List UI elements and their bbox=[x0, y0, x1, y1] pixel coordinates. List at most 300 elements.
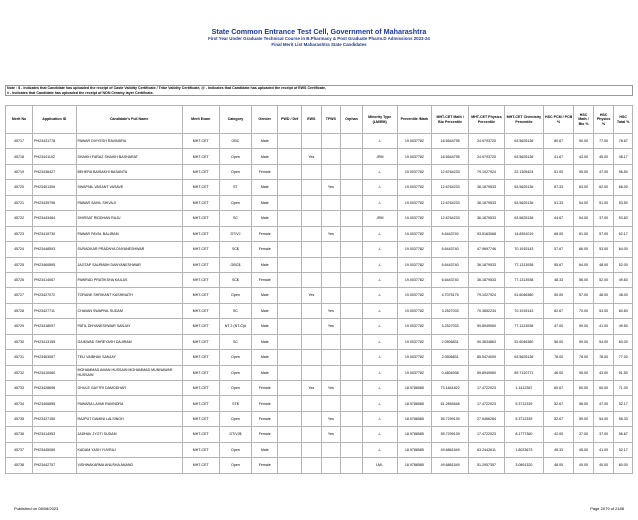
table-cell: 37.00 bbox=[574, 427, 594, 442]
table-cell: 19.0037782 bbox=[397, 288, 432, 303]
table-cell bbox=[278, 149, 302, 164]
table-cell: 3.0891320 bbox=[504, 458, 543, 473]
table-cell: 79.1027924 bbox=[469, 164, 505, 179]
column-header: Merit Exam bbox=[182, 106, 219, 134]
table-cell: 45736 bbox=[6, 427, 33, 442]
table-cell: 36.1879533 bbox=[469, 257, 505, 272]
table-cell: 83.00 bbox=[574, 180, 594, 195]
table-cell: 19.0037782 bbox=[397, 334, 432, 349]
table-cell: 54.00 bbox=[593, 334, 614, 349]
table-cell: 56.00 bbox=[574, 272, 594, 287]
table-cell: 45726 bbox=[6, 272, 33, 287]
table-cell: 45733 bbox=[6, 381, 33, 396]
table-cell: PH23439796 bbox=[33, 195, 76, 210]
table-cell: 51.33 bbox=[543, 195, 573, 210]
table-cell: Open bbox=[219, 411, 252, 426]
table-cell: 70.1915143 bbox=[504, 303, 543, 318]
table-cell: 78.00 bbox=[574, 350, 594, 365]
column-header: HSC Physics % bbox=[593, 106, 614, 134]
table-cell: 61.2894548 bbox=[432, 396, 469, 411]
table-cell: 52.00 bbox=[614, 257, 633, 272]
table-cell bbox=[302, 226, 322, 241]
table-cell: 70.1915143 bbox=[504, 242, 543, 257]
table-cell: 78.67 bbox=[614, 134, 633, 149]
table-cell: DT/VJ bbox=[219, 226, 252, 241]
table-cell bbox=[302, 411, 322, 426]
column-header: MHT-CET Physics Percentile bbox=[469, 106, 505, 134]
table-cell: 64.00 bbox=[574, 257, 594, 272]
table-row bbox=[6, 365, 633, 380]
table-cell: 46.00 bbox=[543, 365, 573, 380]
table-row bbox=[6, 458, 633, 473]
table-cell: MHT-CET bbox=[182, 242, 219, 257]
table-cell: 51.2957357 bbox=[469, 458, 505, 473]
table-cell: 53.50 bbox=[614, 195, 633, 210]
table-cell: 57.00 bbox=[593, 226, 614, 241]
table-cell: 27.5466284 bbox=[469, 411, 505, 426]
table-cell: 51.6046380 bbox=[504, 334, 543, 349]
table-cell: SC$ bbox=[219, 272, 252, 287]
table-cell: -/RM bbox=[362, 211, 397, 226]
table-row bbox=[6, 242, 633, 257]
page-title: State Common Entrance Test Cell, Government of Maharashtra bbox=[211, 27, 427, 36]
table-cell bbox=[278, 334, 302, 349]
table-row bbox=[6, 272, 633, 287]
table-cell: MHT-CET bbox=[182, 195, 219, 210]
table-cell: MHT-CET bbox=[182, 458, 219, 473]
table-cell bbox=[321, 242, 341, 257]
table-cell: 45.33 bbox=[543, 442, 573, 457]
page-header bbox=[0, 27, 638, 48]
table-cell: Male bbox=[252, 303, 278, 318]
table-cell: 45728 bbox=[6, 303, 33, 318]
table-cell bbox=[341, 350, 363, 365]
table-cell: MHT-CET bbox=[182, 381, 219, 396]
table-cell: 19.0037782 bbox=[397, 195, 432, 210]
table-cell bbox=[341, 226, 363, 241]
table-cell: 59.00 bbox=[574, 334, 594, 349]
table-cell bbox=[278, 381, 302, 396]
table-cell: KADAM YASH YUVRAJ bbox=[76, 442, 182, 457]
table-cell bbox=[321, 350, 341, 365]
table-cell: 24.9793720 bbox=[469, 149, 505, 164]
table-cell: PH23443484 bbox=[33, 211, 76, 226]
table-cell: PH23413155 bbox=[33, 334, 76, 349]
table-cell: Open bbox=[219, 350, 252, 365]
table-cell: 53.00 bbox=[593, 303, 614, 318]
table-cell: Open bbox=[219, 195, 252, 210]
table-cell: 81.00 bbox=[574, 226, 594, 241]
table-cell: 49.6861549 bbox=[432, 458, 469, 473]
table-cell: 73.1841822 bbox=[432, 381, 469, 396]
table-cell: 42.00 bbox=[543, 427, 573, 442]
table-cell: PH23414953 bbox=[33, 427, 76, 442]
table-cell bbox=[278, 195, 302, 210]
table-cell: Female bbox=[252, 396, 278, 411]
table-cell: 41.67 bbox=[543, 149, 573, 164]
table-cell: 6.6443740 bbox=[432, 242, 469, 257]
table-cell: Open bbox=[219, 288, 252, 303]
table-row bbox=[6, 164, 633, 179]
table-cell: PAWAR SAHIL SHIVAJI bbox=[76, 195, 182, 210]
table-cell: 2.0506831 bbox=[432, 334, 469, 349]
table-cell bbox=[278, 319, 302, 334]
table-cell: 63.5625136 bbox=[504, 149, 543, 164]
table-cell: 6.6443740 bbox=[432, 257, 469, 272]
table-cell: Male bbox=[252, 288, 278, 303]
table-cell: 63.5625136 bbox=[504, 195, 543, 210]
table-cell: -/RM bbox=[362, 149, 397, 164]
table-cell: 78.00 bbox=[543, 350, 573, 365]
table-cell: Male bbox=[252, 211, 278, 226]
table-cell: 90.00 bbox=[574, 134, 594, 149]
table-cell: 19.0037782 bbox=[397, 365, 432, 380]
table-cell: -/- bbox=[362, 427, 397, 442]
table-cell bbox=[321, 195, 341, 210]
table-cell: DT/VJ$ bbox=[219, 427, 252, 442]
table-cell: 19.0037782 bbox=[397, 272, 432, 287]
table-cell bbox=[278, 211, 302, 226]
table-cell: PH23463087 bbox=[33, 350, 76, 365]
table-cell: 4.7075175 bbox=[432, 288, 469, 303]
table-cell: -/- bbox=[362, 381, 397, 396]
table-cell bbox=[278, 411, 302, 426]
table-cell: Yes bbox=[321, 303, 341, 318]
table-cell: MHT-CET bbox=[182, 164, 219, 179]
table-cell: 52.67 bbox=[543, 396, 573, 411]
table-cell: 93.5163068 bbox=[469, 226, 505, 241]
table-cell: 45735 bbox=[6, 411, 33, 426]
table-cell: PH23427150 bbox=[33, 411, 76, 426]
table-cell: -/- bbox=[362, 272, 397, 287]
table-cell: 47.00 bbox=[543, 319, 573, 334]
table-cell: 52.17 bbox=[614, 442, 633, 457]
table-cell: -/- bbox=[362, 195, 397, 210]
table-cell: 45734 bbox=[6, 396, 33, 411]
table-cell: 37.00 bbox=[593, 427, 614, 442]
table-cell: 43.00 bbox=[574, 149, 594, 164]
published-date: Published on 08/08/2023 bbox=[14, 506, 59, 511]
table-cell: TORANE SHRIKANT KASHINATH bbox=[76, 288, 182, 303]
table-cell: 47.00 bbox=[593, 396, 614, 411]
table-cell: Yes bbox=[321, 381, 341, 396]
column-header: Percentile /Mark bbox=[397, 106, 432, 134]
table-cell: LM/- bbox=[362, 458, 397, 473]
table-cell bbox=[321, 149, 341, 164]
table-cell: 1.8023673 bbox=[504, 442, 543, 457]
table-cell: Yes bbox=[321, 226, 341, 241]
table-cell: PH23418097 bbox=[33, 319, 76, 334]
table-cell: SHAIKH FARAZ SHAIKH BASHARAT bbox=[76, 149, 182, 164]
table-row bbox=[6, 427, 633, 442]
table-cell: 45721 bbox=[6, 195, 33, 210]
table-cell: MHT-CET bbox=[182, 211, 219, 226]
table-cell: VISHWAKARMA ANUSHA ANAND bbox=[76, 458, 182, 473]
table-cell: PH23442757 bbox=[33, 458, 76, 473]
table-cell: SC bbox=[219, 211, 252, 226]
table-cell: 8.1777360 bbox=[504, 427, 543, 442]
table-cell: 48.00 bbox=[593, 288, 614, 303]
table-cell: 12.6764233 bbox=[432, 180, 469, 195]
table-cell bbox=[278, 427, 302, 442]
table-cell: 79.1027924 bbox=[469, 288, 505, 303]
table-cell: 3.2527033 bbox=[432, 319, 469, 334]
table-cell: MOHAMMAD AMAN HUSSAIN MOHAMMAD MUNNAWAR HUSSAIN bbox=[76, 365, 182, 380]
table-cell: Open bbox=[219, 365, 252, 380]
table-cell: TELI VAIBHAV SANJAY bbox=[76, 350, 182, 365]
table-cell: PH23445089 bbox=[33, 442, 76, 457]
table-cell: 45720 bbox=[6, 180, 33, 195]
table-cell: ST$ bbox=[219, 396, 252, 411]
table-cell: 51.6046380 bbox=[504, 288, 543, 303]
table-cell: Female bbox=[252, 272, 278, 287]
table-cell: 48.00 bbox=[593, 257, 614, 272]
table-cell: Female bbox=[252, 242, 278, 257]
table-cell: 63.5625136 bbox=[504, 180, 543, 195]
column-header: TFWS bbox=[321, 106, 341, 134]
table-cell: 0.4804938 bbox=[432, 365, 469, 380]
table-cell bbox=[341, 458, 363, 473]
table-cell: SC bbox=[219, 303, 252, 318]
table-cell bbox=[341, 257, 363, 272]
table-cell: 50.00 bbox=[543, 288, 573, 303]
table-cell: 60.00 bbox=[614, 334, 633, 349]
table-cell: 56.50 bbox=[614, 164, 633, 179]
table-cell: 70.3652234 bbox=[469, 303, 505, 318]
table-cell: 45717 bbox=[6, 134, 33, 149]
table-cell: MHT-CET bbox=[182, 180, 219, 195]
table-cell: Male bbox=[252, 334, 278, 349]
table-cell: 52.67 bbox=[543, 411, 573, 426]
table-cell: PH23436427 bbox=[33, 164, 76, 179]
table-cell: Yes bbox=[302, 149, 322, 164]
table-cell bbox=[302, 242, 322, 257]
table-cell: Open bbox=[219, 164, 252, 179]
table-cell: 44.67 bbox=[543, 211, 573, 226]
table-cell: 45722 bbox=[6, 211, 33, 226]
table-cell: 18.9786585 bbox=[397, 427, 432, 442]
table-cell bbox=[341, 164, 363, 179]
table-cell: 17.4722023 bbox=[469, 427, 505, 442]
table-cell: 36.1879533 bbox=[469, 195, 505, 210]
column-header: HSC Math / Bio % bbox=[574, 106, 594, 134]
column-header: Category bbox=[219, 106, 252, 134]
table-cell bbox=[302, 134, 322, 149]
table-cell: SURADKAR PRADNYA DNYANESHWAR bbox=[76, 242, 182, 257]
table-cell: 19.0037782 bbox=[397, 226, 432, 241]
table-cell: PH23428698 bbox=[33, 381, 76, 396]
table-cell: 51.00 bbox=[543, 164, 573, 179]
table-cell: 54.00 bbox=[593, 411, 614, 426]
table-cell: MHT-CET bbox=[182, 257, 219, 272]
table-cell: Male bbox=[252, 442, 278, 457]
table-cell: Yes bbox=[321, 180, 341, 195]
table-cell bbox=[321, 458, 341, 473]
table-cell: ST bbox=[219, 180, 252, 195]
table-cell: PH23414067 bbox=[33, 272, 76, 287]
table-cell: Open bbox=[219, 149, 252, 164]
table-cell: 18.9786585 bbox=[397, 396, 432, 411]
column-header: HSC Total % bbox=[614, 106, 633, 134]
table-cell: PAWAR DIVYESH RAVINDRA bbox=[76, 134, 182, 149]
table-cell: Male bbox=[252, 365, 278, 380]
table-cell: PAWARA LAXMI RAVINDRA bbox=[76, 396, 182, 411]
table-cell bbox=[278, 442, 302, 457]
table-cell: 57.00 bbox=[574, 288, 594, 303]
table-cell bbox=[321, 396, 341, 411]
table-cell: GHULE GAYTRI DAMODHAR bbox=[76, 381, 182, 396]
table-cell: 45718 bbox=[6, 149, 33, 164]
table-cell: 47.9697746 bbox=[469, 242, 505, 257]
table-cell: 48.00 bbox=[614, 288, 633, 303]
table-cell: 6.6443740 bbox=[432, 272, 469, 287]
table-cell: 18.9786585 bbox=[397, 458, 432, 473]
table-cell: 45719 bbox=[6, 164, 33, 179]
table-cell: 45732 bbox=[6, 365, 33, 380]
merit-list-table bbox=[5, 105, 633, 474]
table-cell: SC$ bbox=[219, 242, 252, 257]
table-cell: 22.1305424 bbox=[504, 164, 543, 179]
table-cell bbox=[302, 319, 322, 334]
table-cell: 55.7299139 bbox=[432, 427, 469, 442]
table-cell: 45.00 bbox=[593, 149, 614, 164]
table-cell: 45738 bbox=[6, 458, 33, 473]
table-cell: 12.6764233 bbox=[432, 164, 469, 179]
table-cell: 45725 bbox=[6, 257, 33, 272]
table-cell: Female bbox=[252, 226, 278, 241]
table-cell: 19.0037782 bbox=[397, 180, 432, 195]
table-cell bbox=[278, 288, 302, 303]
table-cell: 78.00 bbox=[593, 350, 614, 365]
table-cell bbox=[278, 458, 302, 473]
table-cell: 60.83 bbox=[614, 303, 633, 318]
table-cell: 19.0037782 bbox=[397, 319, 432, 334]
table-cell: -/- bbox=[362, 134, 397, 149]
table-cell: 56.00 bbox=[574, 396, 594, 411]
table-cell: 45737 bbox=[6, 442, 33, 457]
table-cell: 3.2527033 bbox=[432, 303, 469, 318]
table-cell: SC bbox=[219, 334, 252, 349]
table-cell: -/- bbox=[362, 365, 397, 380]
table-cell bbox=[341, 195, 363, 210]
table-cell: PH23460895 bbox=[33, 257, 76, 272]
table-cell bbox=[278, 164, 302, 179]
table-cell: Male bbox=[252, 319, 278, 334]
table-row bbox=[6, 334, 633, 349]
table-cell: 12.6764233 bbox=[432, 211, 469, 226]
table-cell: 45723 bbox=[6, 226, 33, 241]
table-cell bbox=[302, 195, 322, 210]
table-cell bbox=[321, 164, 341, 179]
table-cell bbox=[341, 442, 363, 457]
table-cell: 19.0037782 bbox=[397, 211, 432, 226]
table-cell: 55.00 bbox=[574, 164, 594, 179]
table-cell: PH23401306 bbox=[33, 180, 76, 195]
table-cell: MHT-CET bbox=[182, 272, 219, 287]
table-cell: MHT-CET bbox=[182, 303, 219, 318]
table-body bbox=[6, 134, 633, 474]
table-cell: 19.0037782 bbox=[397, 303, 432, 318]
table-cell: 43.00 bbox=[593, 365, 614, 380]
table-cell bbox=[341, 211, 363, 226]
table-cell: 18.9786585 bbox=[397, 381, 432, 396]
table-cell: 80.67 bbox=[543, 134, 573, 149]
table-cell: 57.67 bbox=[543, 242, 573, 257]
table-cell: 19.0037782 bbox=[397, 149, 432, 164]
table-cell: 66.00 bbox=[574, 242, 594, 257]
table-cell bbox=[302, 303, 322, 318]
table-cell: 60.00 bbox=[614, 458, 633, 473]
table-cell: 89.7120771 bbox=[504, 365, 543, 380]
table-cell: -/- bbox=[362, 226, 397, 241]
table-cell bbox=[321, 257, 341, 272]
column-header: MHT-CET Chemistry Percentile bbox=[504, 106, 543, 134]
table-cell: 45.00 bbox=[574, 442, 594, 457]
table-cell: 59.00 bbox=[574, 319, 594, 334]
table-cell: 5.3712339 bbox=[504, 411, 543, 426]
table-cell bbox=[302, 350, 322, 365]
table-cell: 62.17 bbox=[614, 226, 633, 241]
table-cell: NT 2 (NT-C)# bbox=[219, 319, 252, 334]
table-cell: BEHERA BAISAKHI BASANTA bbox=[76, 164, 182, 179]
table-cell: MHT-CET bbox=[182, 134, 219, 149]
table-cell: MHT-CET bbox=[182, 442, 219, 457]
table-cell bbox=[321, 442, 341, 457]
table-cell: MHT-CET bbox=[182, 149, 219, 164]
column-header: Merit No bbox=[6, 106, 33, 134]
table-cell: 19.0037782 bbox=[397, 134, 432, 149]
table-cell: 12.6764233 bbox=[432, 195, 469, 210]
table-cell: OBC$ bbox=[219, 257, 252, 272]
table-cell: 41.00 bbox=[593, 319, 614, 334]
table-header-row bbox=[6, 106, 633, 134]
table-cell: 19.0037782 bbox=[397, 257, 432, 272]
column-header: Candidate's Full Name bbox=[76, 106, 182, 134]
table-cell: 2.0506831 bbox=[432, 350, 469, 365]
table-cell: -/- bbox=[362, 319, 397, 334]
note-line: # - Indicates that Candidate has uploaded the receipt of NON Creamy layer Certificate. bbox=[7, 90, 154, 95]
table-cell bbox=[302, 164, 322, 179]
table-cell: 63.5625136 bbox=[504, 134, 543, 149]
table-cell bbox=[278, 257, 302, 272]
table-cell: 59.00 bbox=[574, 411, 594, 426]
table-row bbox=[6, 396, 633, 411]
table-cell bbox=[302, 334, 322, 349]
table-cell bbox=[321, 272, 341, 287]
table-cell: JAGTAP SAURABH DANYANESHWAR bbox=[76, 257, 182, 272]
table-cell bbox=[302, 180, 322, 195]
table-cell bbox=[341, 180, 363, 195]
table-cell: 70.00 bbox=[574, 303, 594, 318]
table-cell: -/- bbox=[362, 350, 397, 365]
table-row bbox=[6, 149, 633, 164]
table-row bbox=[6, 411, 633, 426]
table-cell: 90.3634863 bbox=[469, 334, 505, 349]
table-cell: CHAVAN SWAPNIL SUDAM bbox=[76, 303, 182, 318]
table-cell: JADHAV JYOTI SUDAM bbox=[76, 427, 182, 442]
table-cell: 55.33 bbox=[614, 411, 633, 426]
table-cell bbox=[341, 365, 363, 380]
table-cell bbox=[302, 458, 322, 473]
table-cell: Male bbox=[252, 149, 278, 164]
column-header: Gender bbox=[252, 106, 278, 134]
table-cell: 48.17 bbox=[614, 149, 633, 164]
table-cell: 19.0037782 bbox=[397, 350, 432, 365]
table-cell bbox=[302, 427, 322, 442]
table-cell: 45729 bbox=[6, 319, 33, 334]
table-cell: 54.00 bbox=[574, 211, 594, 226]
table-cell: 52.17 bbox=[614, 396, 633, 411]
